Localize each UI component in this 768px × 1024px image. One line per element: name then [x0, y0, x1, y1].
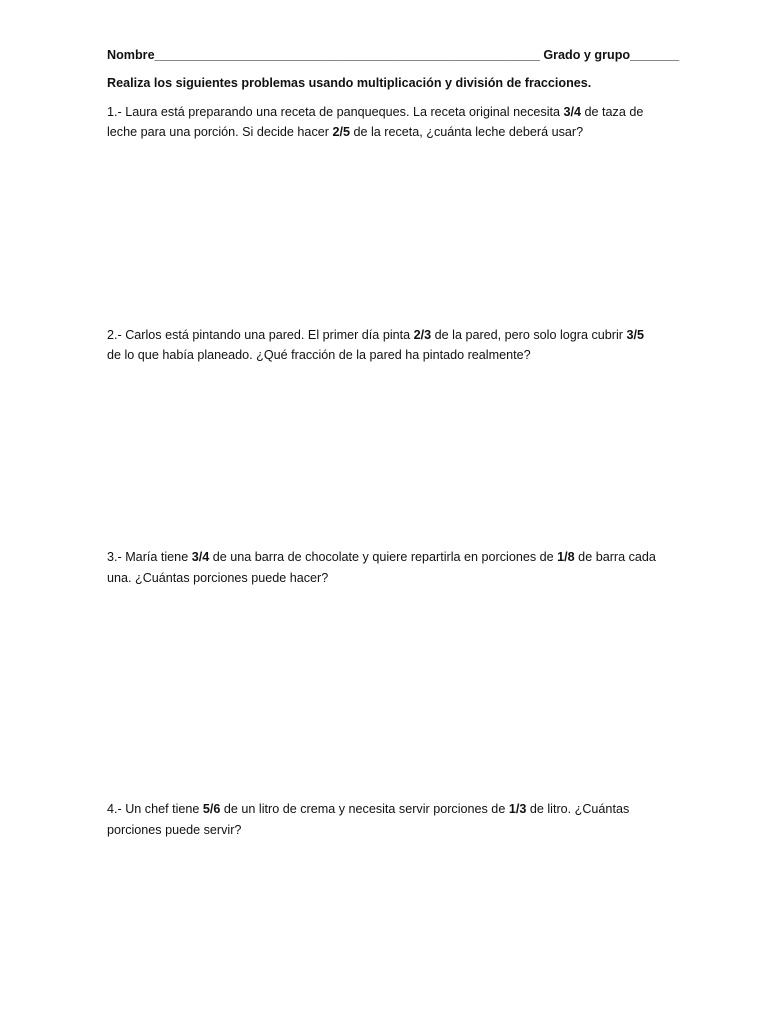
problem-2-line-1: [107, 324, 644, 346]
problem-3-fraction-a: 3/4: [191, 550, 210, 564]
instructions: Realiza los siguientes problemas usando multiplicación y división de fracciones.: [107, 76, 592, 90]
problem-2-text: de lo que había planeado. ¿Qué fracción de la pared ha pintado realmente?: [107, 348, 531, 362]
name-blank: _______________________________________________________: [154, 48, 540, 62]
problem-4-text: de litro. ¿Cuántas: [526, 802, 630, 816]
problem-2-text: 2.- Carlos está pintando una pared. El primer día pinta: [107, 328, 414, 342]
problem-1-line-2: [107, 121, 583, 143]
name-label: Nombre: [107, 48, 155, 62]
problem-3-text: 3.- María tiene: [107, 550, 192, 564]
problem-4-text: 4.- Un chef tiene: [107, 802, 203, 816]
problem-1-text: de la receta, ¿cuánta leche deberá usar?: [349, 125, 584, 139]
problem-4-text: de un litro de crema y necesita servir porciones de: [220, 802, 509, 816]
header-line: [107, 44, 679, 66]
problem-1-fraction-a: 3/4: [563, 105, 582, 119]
problem-1-line-1: [107, 101, 643, 123]
problem-1-text: leche para una porción. Si decide hacer: [107, 125, 333, 139]
problem-4-text: porciones puede servir?: [107, 823, 242, 837]
problem-2-text: de la pared, pero solo logra cubrir: [431, 328, 627, 342]
problem-3-text: una. ¿Cuántas porciones puede hacer?: [107, 571, 329, 585]
problem-3-text: de una barra de chocolate y quiere repartirla en porciones de: [209, 550, 558, 564]
problem-4-fraction-b: 1/3: [508, 802, 527, 816]
problem-4-line-1: [107, 798, 629, 820]
problem-2-fraction-b: 3/5: [626, 328, 644, 342]
grade-label: Grado y grupo: [539, 48, 631, 62]
problem-3-fraction-b: 1/8: [557, 550, 575, 564]
problem-3-text: de barra cada: [574, 550, 656, 564]
problem-2-fraction-a: 2/3: [413, 328, 432, 342]
grade-blank: _______: [630, 48, 680, 62]
problem-3-line-1: [107, 546, 656, 568]
problem-4-line-2: [107, 819, 241, 841]
problem-1-text: 1.- Laura está preparando una receta de panqueques. La receta original necesita: [107, 105, 564, 119]
problem-2-line-2: [107, 344, 531, 366]
problem-4-fraction-a: 5/6: [202, 802, 221, 816]
problem-1-fraction-b: 2/5: [332, 125, 350, 139]
problem-1-text: de taza de: [581, 105, 644, 119]
problem-3-line-2: [107, 567, 328, 589]
